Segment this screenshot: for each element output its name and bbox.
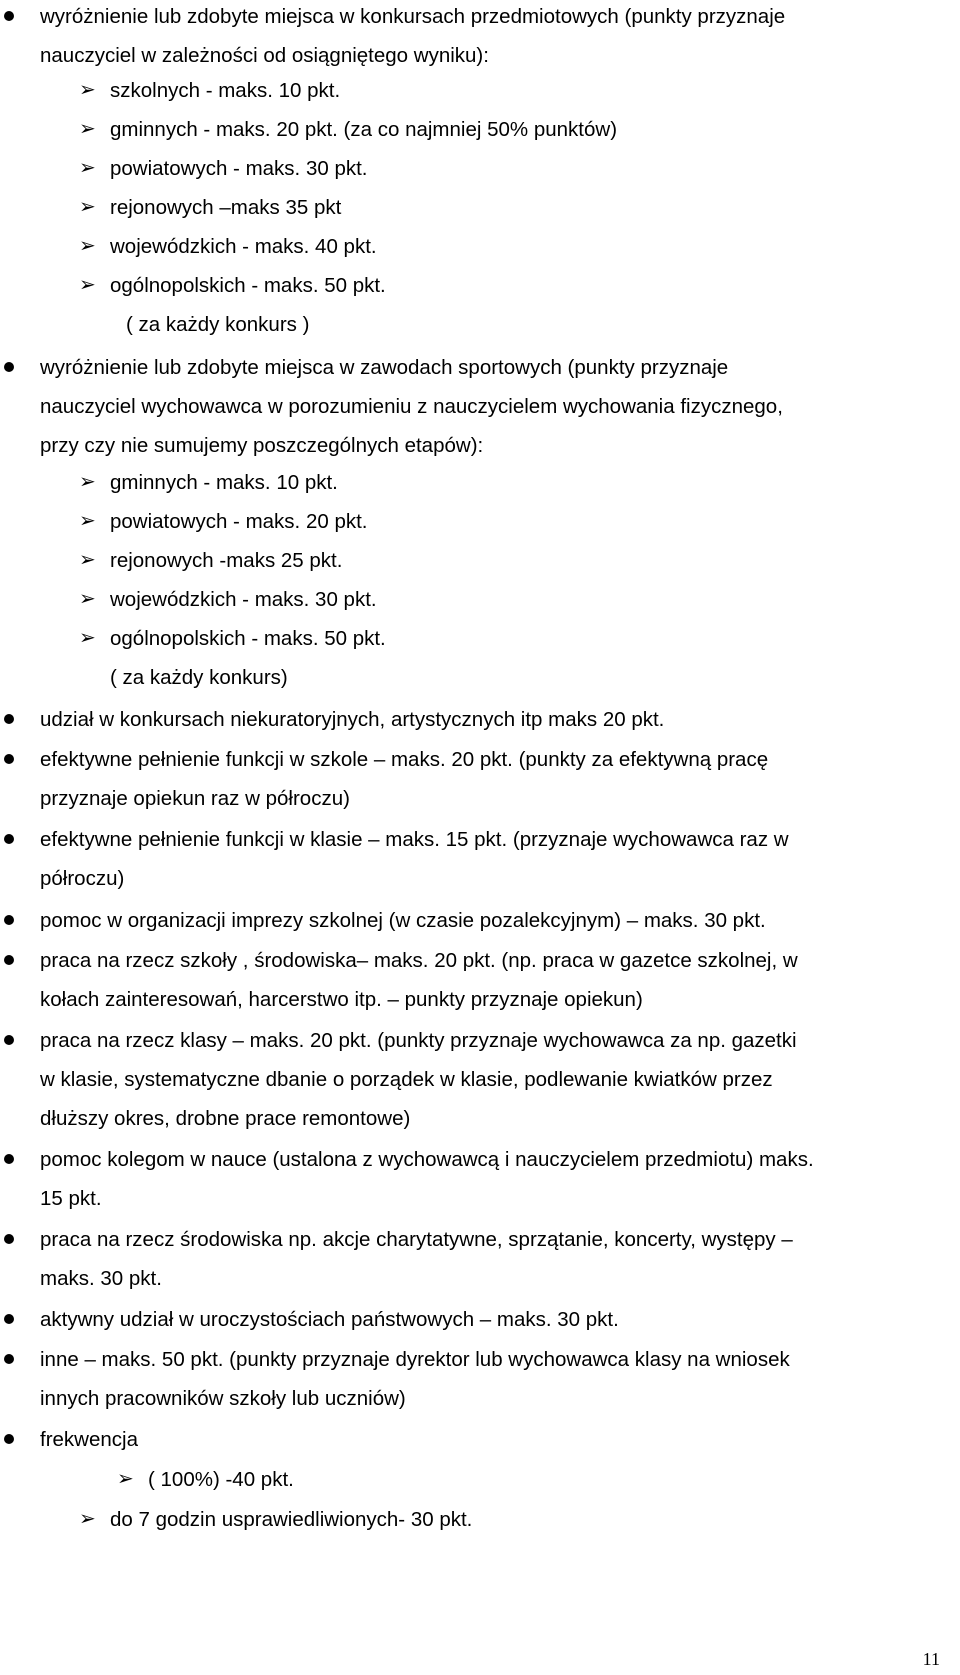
item-text: pomoc w organizacji imprezy szkolnej (w czasie pozalekcyjnym) – maks. 30 pkt.	[40, 909, 766, 932]
page-number: 11	[922, 1649, 940, 1669]
arrow-bullet-icon: ➢	[79, 118, 96, 140]
item-text: praca na rzecz szkoły , środowiska– maks. 20 pkt. (np. praca w gazetce szkolnej, w	[40, 949, 798, 972]
list-item	[40, 1220, 955, 1298]
arrow-bullet-icon: ➢	[79, 549, 96, 571]
sub-list-item	[79, 149, 368, 188]
item-text: frekwencja	[40, 1428, 138, 1451]
sub-item-text: rejonowych –maks 35 pkt	[110, 196, 342, 219]
list-item	[40, 820, 955, 898]
sub-list-item	[79, 1500, 473, 1539]
bullet-icon	[4, 834, 14, 844]
bullet-icon	[4, 714, 14, 724]
sub-list-item	[117, 1460, 294, 1499]
sub-item-text: do 7 godzin usprawiedliwionych- 30 pkt.	[110, 1508, 473, 1531]
sub-item-text: powiatowych - maks. 20 pkt.	[110, 510, 368, 533]
arrow-bullet-icon: ➢	[79, 79, 96, 101]
sub-item-text: szkolnych - maks. 10 pkt.	[110, 79, 341, 102]
arrow-bullet-icon: ➢	[79, 274, 96, 296]
arrow-bullet-icon: ➢	[79, 235, 96, 257]
item-text: inne – maks. 50 pkt. (punkty przyznaje dyrektor lub wychowawca klasy na wniosek	[40, 1348, 790, 1371]
item-text: innych pracowników szkoły lub uczniów)	[40, 1387, 406, 1410]
item-text: wyróżnienie lub zdobyte miejsca w konkursach przedmiotowych (punkty przyznaje	[40, 5, 786, 28]
sub-list-item	[79, 266, 386, 305]
list-item	[40, 740, 955, 818]
arrow-bullet-icon: ➢	[79, 627, 96, 649]
bullet-icon	[4, 1354, 14, 1364]
arrow-bullet-icon: ➢	[79, 196, 96, 218]
sub-list-item	[79, 502, 368, 541]
item-text: pomoc kolegom w nauce (ustalona z wychowawcą i nauczycielem przedmiotu) maks.	[40, 1148, 814, 1171]
item-text: przy czy nie sumujemy poszczególnych etapów):	[40, 434, 484, 457]
item-text: nauczyciel w zależności od osiągniętego wyniku):	[40, 44, 489, 67]
item-text: efektywne pełnienie funkcji w szkole – maks. 20 pkt. (punkty za efektywną pracę	[40, 748, 769, 771]
item-text: maks. 30 pkt.	[40, 1267, 162, 1290]
sub-item-text: gminnych - maks. 20 pkt. (za co najmniej 50% punktów)	[110, 118, 618, 141]
item-text: 15 pkt.	[40, 1187, 102, 1210]
sub-list-item	[79, 188, 342, 227]
item-text: kołach zainteresowań, harcerstwo itp. – punkty przyznaje opiekun)	[40, 988, 643, 1011]
note-text: ( za każdy konkurs )	[126, 313, 310, 336]
list-item	[40, 1021, 955, 1138]
sub-item-text: powiatowych - maks. 30 pkt.	[110, 157, 368, 180]
arrow-bullet-icon: ➢	[79, 471, 96, 493]
item-text: udział w konkursach niekuratoryjnych, artystycznych itp maks 20 pkt.	[40, 708, 665, 731]
item-text: praca na rzecz klasy – maks. 20 pkt. (punkty przyznaje wychowawca za np. gazetki	[40, 1029, 797, 1052]
bullet-icon	[4, 362, 14, 372]
item-text: w klasie, systematyczne dbanie o porządek w klasie, podlewanie kwiatków przez	[40, 1068, 773, 1091]
bullet-icon	[4, 1154, 14, 1164]
bullet-icon	[4, 955, 14, 965]
item-text: nauczyciel wychowawca w porozumieniu z nauczycielem wychowania fizycznego,	[40, 395, 783, 418]
sub-list-item	[79, 71, 341, 110]
sub-item-text: wojewódzkich - maks. 30 pkt.	[110, 588, 377, 611]
item-text: wyróżnienie lub zdobyte miejsca w zawodach sportowych (punkty przyznaje	[40, 356, 729, 379]
list-item	[40, 1420, 955, 1459]
sub-item-text: gminnych - maks. 10 pkt.	[110, 471, 338, 494]
sub-list-item	[79, 580, 377, 619]
item-text: aktywny udział w uroczystościach państwowych – maks. 30 pkt.	[40, 1308, 619, 1331]
item-text: półroczu)	[40, 867, 125, 890]
sub-list-item	[79, 541, 343, 580]
sub-item-text: ( 100%) -40 pkt.	[148, 1468, 294, 1491]
sub-list-item	[79, 619, 386, 658]
list-item	[40, 1300, 955, 1339]
item-text: dłuższy okres, drobne prace remontowe)	[40, 1107, 411, 1130]
arrow-bullet-icon: ➢	[79, 157, 96, 179]
bullet-icon	[4, 915, 14, 925]
sub-list-item	[79, 463, 338, 502]
list-item	[40, 1340, 955, 1418]
bullet-icon	[4, 1234, 14, 1244]
list-item	[40, 941, 955, 1019]
list-item	[40, 700, 955, 739]
arrow-bullet-icon: ➢	[79, 510, 96, 532]
item-text: przyznaje opiekun raz w półroczu)	[40, 787, 350, 810]
list-item	[40, 348, 955, 465]
bullet-icon	[4, 1035, 14, 1045]
list-item	[40, 1140, 955, 1218]
item-text: efektywne pełnienie funkcji w klasie – maks. 15 pkt. (przyznaje wychowawca raz w	[40, 828, 789, 851]
bullet-icon	[4, 1434, 14, 1444]
sub-item-text: wojewódzkich - maks. 40 pkt.	[110, 235, 377, 258]
item-text: praca na rzecz środowiska np. akcje charytatywne, sprzątanie, koncerty, występy –	[40, 1228, 793, 1251]
sub-list-item	[79, 227, 377, 266]
arrow-bullet-icon: ➢	[79, 1508, 96, 1530]
arrow-bullet-icon: ➢	[117, 1468, 134, 1490]
bullet-icon	[4, 754, 14, 764]
bullet-icon	[4, 11, 14, 21]
note-text: ( za każdy konkurs)	[110, 666, 288, 689]
list-item	[40, 901, 955, 940]
arrow-bullet-icon: ➢	[79, 588, 96, 610]
sub-item-text: rejonowych -maks 25 pkt.	[110, 549, 343, 572]
list-item	[40, 0, 955, 75]
sub-list-item	[79, 110, 618, 149]
bullet-icon	[4, 1314, 14, 1324]
sub-item-text: ogólnopolskich - maks. 50 pkt.	[110, 274, 386, 297]
sub-item-text: ogólnopolskich - maks. 50 pkt.	[110, 627, 386, 650]
